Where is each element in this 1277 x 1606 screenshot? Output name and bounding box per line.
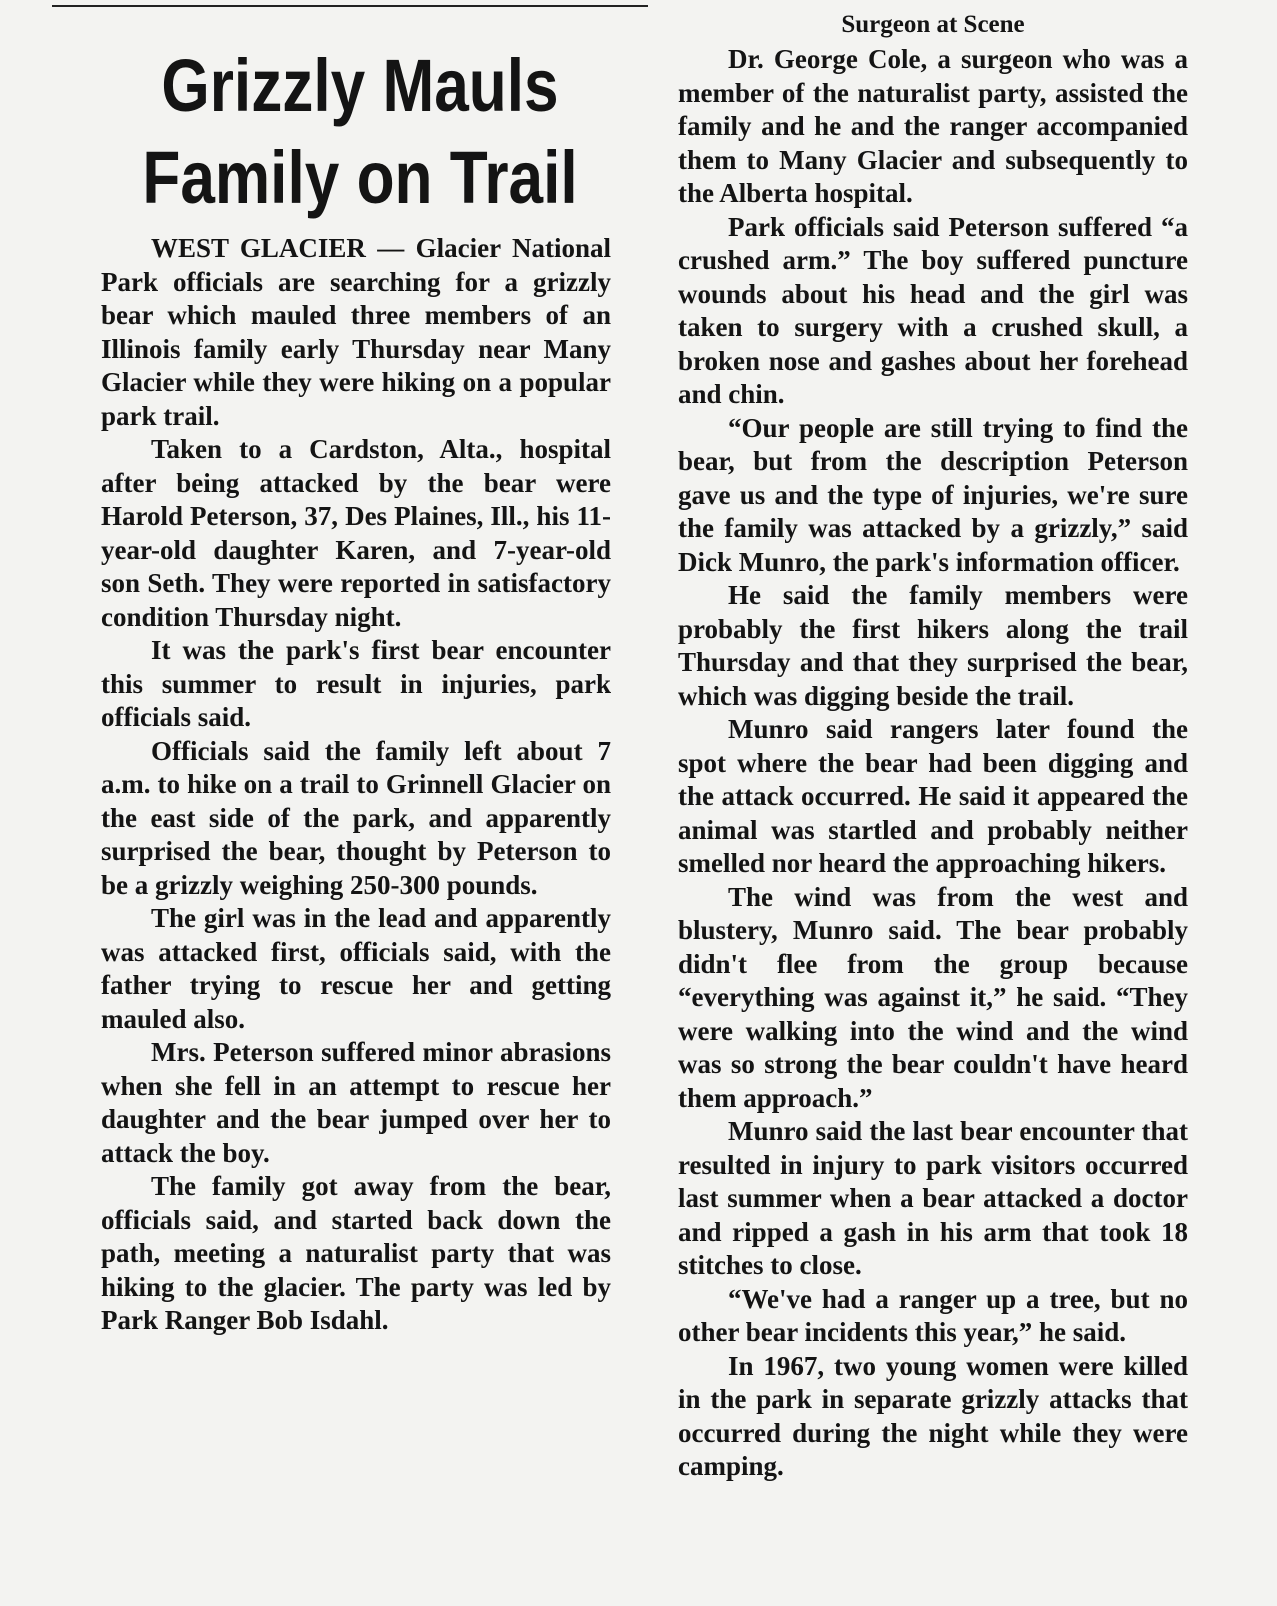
headline-line-2: Family on Trail: [142, 136, 578, 219]
article-paragraph: Park officials said Peterson suffered “a crushed arm.” The boy suffered puncture wounds about his head and the girl was taken to surgery with a crushed skull, a broken nose and gashes about her forehead and chin.: [678, 211, 1188, 409]
article-paragraph: In 1967, two young women were killed in the park in separate grizzly attacks that occurred during the night while they were camping.: [678, 1350, 1188, 1481]
article-paragraph: Munro said rangers later found the spot where the bear had been digging and the attack occurred. He said it appeared the animal was startled and probably neither smelled nor heard the approaching hikers.: [678, 714, 1188, 878]
left-column: [101, 232, 611, 1338]
article-paragraph: “Our people are still trying to find the bear, but from the description Peterson gave us and the type of injuries, we're sure the family was attacked by a grizzly,” said Dick Munro, the park's information officer.: [678, 412, 1188, 577]
subheading: Surgeon at Scene: [841, 11, 1025, 38]
article-paragraph: He said the family members were probably the first hikers along the trail Thursday and that they surprised the bear, which was digging beside the trail.: [678, 580, 1188, 711]
article-paragraph: Munro said the last bear encounter that resulted in injury to park visitors occurred last summer when a bear attacked a doctor and ripped a gash in his arm that took 18 stitches to close.: [678, 1116, 1188, 1280]
article-paragraph: WEST GLACIER — Glacier National Park officials are searching for a grizzly bear which mauled three members of an Illinois family early Thursday near Many Glacier while they were hiking on a popular park trail.: [101, 233, 611, 431]
article-paragraph: Taken to a Cardston, Alta., hospital after being attacked by the bear were Harold Peterson, 37, Des Plaines, Ill., his 11-year-old daughter Karen, and 7-year-old son Seth. They were reported in satisfactory condition Thursday night.: [101, 434, 611, 632]
right-column: [678, 8, 1188, 1484]
article-paragraph: Officials said the family left about 7 a.m. to hike on a trail to Grinnell Glacier on the east side of the park, and apparently surprised the bear, thought by Peterson to be a grizzly weighing 250-300 pounds.: [101, 735, 611, 900]
article-paragraph: The girl was in the lead and apparently was attacked first, officials said, with the father trying to rescue her and getting mauled also.: [101, 903, 611, 1034]
top-rule: [52, 5, 648, 7]
article-paragraph: The wind was from the west and blustery, Munro said. The bear probably didn't flee from the group because “everything was against it,” he said. “They were walking into the wind and the wind was so strong the bear couldn't have heard them approach.”: [678, 881, 1188, 1113]
article-paragraph: It was the park's first bear encounter this summer to result in injuries, park officials said.: [101, 635, 611, 732]
headline-line-1: Grizzly Mauls: [161, 44, 559, 127]
article-paragraph: “We've had a ranger up a tree, but no other bear incidents this year,” he said.: [678, 1283, 1188, 1347]
article-paragraph: Dr. George Cole, a surgeon who was a member of the naturalist party, assisted the family and he and the ranger accompanied them to Many Glacier and subsequently to the Alberta hospital.: [678, 44, 1188, 208]
article-paragraph: The family got away from the bear, officials said, and started back down the path, meeting a naturalist party that was hiking to the glacier. The party was led by Park Ranger Bob Isdahl.: [101, 1171, 611, 1335]
headline: [116, 40, 603, 224]
article-paragraph: Mrs. Peterson suffered minor abrasions when she fell in an attempt to rescue her daughter and the bear jumped over her to attack the boy.: [101, 1037, 611, 1168]
